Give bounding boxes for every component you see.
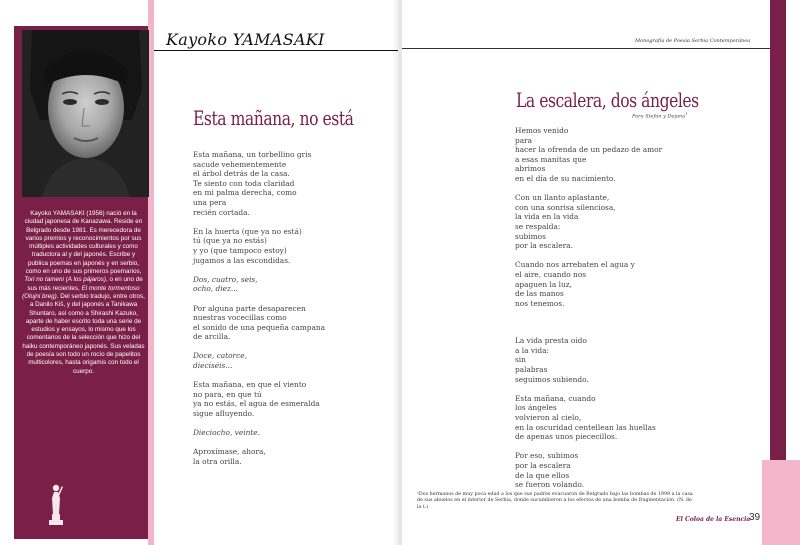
verse-line: subimos <box>515 231 546 241</box>
verse-line: de la que ellos <box>515 470 570 480</box>
verse-line: sacude vehementemente <box>193 159 287 169</box>
verse-line: nos tenemos. <box>515 298 565 308</box>
verse-line: sigue afluyendo. <box>193 409 255 419</box>
verse-line: jugamos a las escondidas. <box>193 255 291 265</box>
dedication-text: Para Stefan y Dejana <box>632 113 686 120</box>
dedication <box>632 112 687 120</box>
running-header: Monografía de Poesía Serbia Contemporánea <box>635 38 751 44</box>
author-bio <box>22 210 145 376</box>
verse-line: los ángeles <box>515 403 557 413</box>
verse-line: de las manos <box>515 289 564 299</box>
verse-line: y yo (que tampoco estoy) <box>193 245 287 255</box>
header-rule-right <box>402 48 770 49</box>
header-rule-left <box>154 50 398 51</box>
verse-line: la otra orilla. <box>193 457 242 466</box>
verse-line: Hemos venido <box>515 126 569 135</box>
verse-line: se fueron volando. <box>515 480 585 490</box>
poem-left <box>193 150 373 476</box>
stanza <box>193 275 373 294</box>
verse-line: por la escalera. <box>515 241 573 251</box>
verse-line: seguimos subiendo. <box>515 374 589 384</box>
verse-line: volvieron al cielo, <box>515 413 582 423</box>
stanza <box>193 428 373 438</box>
verse-line: Por alguna parte desaparecen <box>193 303 306 313</box>
stanza <box>515 394 745 442</box>
verse-line: abrimos <box>515 164 546 174</box>
poem-title-left: Esta mañana, no está <box>193 106 354 130</box>
dedication-footnote-mark: 1 <box>685 112 688 116</box>
bio-part-1: Kayoko YAMASAKI (1956) nació en la ciudad japonesa de Kanazawa. Reside en Belgrado desde 1981. Es merecedora de varios premios y reconocimientos por sus múltiples actividades culturales y como traductora al y del japonés. Escribe y publica poemas en japonés y en serbio, como en uno de sus primeros poemarios, <box>24 210 143 276</box>
portrait-image <box>22 30 149 197</box>
verse-line: Cuando nos arrebaten el agua y <box>515 260 635 270</box>
verse-line: una pera <box>193 197 227 207</box>
verse-line: Dos, cuatro, seis, <box>193 274 258 284</box>
stanza <box>515 260 745 308</box>
verse-line: Esta mañana, cuando <box>515 393 596 403</box>
verse-line: de arcilla. <box>193 332 231 342</box>
verse-line: recién cortada. <box>193 207 250 217</box>
stanza <box>515 126 745 184</box>
verse-line: en el día de su nacimiento. <box>515 173 616 183</box>
verse-line: Con un llanto aplastante, <box>515 193 610 203</box>
stanza <box>515 451 745 489</box>
verse-line: Esta mañana, en que el viento <box>193 380 307 390</box>
verse-line: se respalda: <box>515 221 561 231</box>
verse-line: a esas manitas que <box>515 154 587 164</box>
bio-part-2: , o en uno de sus más recientes, <box>27 276 143 292</box>
verse-line: hacer la ofrenda de un pedazo de amor <box>515 145 663 155</box>
verse-line: Dieciocho, veinte. <box>193 428 261 438</box>
stanza <box>193 227 373 265</box>
verse-line: no para, en que tú <box>193 389 262 399</box>
verse-line: el sonido de una pequeña campana <box>193 322 326 332</box>
poem-title-right: La escalera, dos ángeles <box>516 88 699 112</box>
verse-line: Esta mañana, un torbellino gris <box>193 150 312 159</box>
verse-line: en la oscuridad centellean las huellas <box>515 422 656 432</box>
verse-line: con una sonrisa silenciosa, <box>515 202 616 212</box>
verse-line: por la escalera <box>515 461 571 470</box>
verse-line: el aire, cuando nos <box>515 269 587 279</box>
stanza <box>193 447 373 466</box>
magazine-name: El Coloa de la Esencia <box>676 516 751 523</box>
stanza <box>193 351 373 370</box>
stanza <box>193 304 373 342</box>
verse-line: dieciséis... <box>193 361 233 371</box>
verse-line: Aproxímase, ahora, <box>193 447 266 457</box>
verse-line: en mi palma derecha, como <box>193 188 297 198</box>
bio-book-1: Tori no tameni (A los pájaros) <box>24 276 106 284</box>
verse-line: ocho, diez... <box>193 284 238 294</box>
verse-line: de apenas unos piececillos. <box>515 432 618 442</box>
verse-line: nuestras vocecillas como <box>193 313 287 323</box>
verse-line: sin <box>515 355 526 365</box>
author-photo <box>22 30 149 197</box>
bio-book-2: El monte tormentoso (Olujni breg) <box>22 284 140 300</box>
page-number: 39 <box>749 512 761 523</box>
verse-line: apaguen la luz, <box>515 279 573 289</box>
verse-line: La vida presta oído <box>515 336 587 346</box>
verse-line: Te siento con toda claridad <box>193 178 295 188</box>
verse-line: tú (que ya no estás) <box>193 236 267 246</box>
stanza <box>515 336 745 384</box>
stanza <box>515 193 745 251</box>
verse-line: el árbol detrás de la casa. <box>193 169 290 179</box>
author-name: Kayoko YAMASAKI <box>166 30 325 49</box>
stanza <box>193 150 373 217</box>
poem-right <box>515 126 745 499</box>
verse-line: Doce, catorce, <box>193 351 247 361</box>
verse-line: la vida en la vida <box>515 212 579 222</box>
verse-line: Por eso, subimos <box>515 451 579 461</box>
verse-line: En la huerta (que ya no está) <box>193 226 302 236</box>
footnote: ¹Dos hermanos de muy poca edad a los que sus padres evacuaron de Belgrado bajo las bombas de 1999 a la casa de sus abuelos en el interior de Serbia, donde sucumbieron a los efectos de una bomba de fragmentación. (N. de la t.) <box>417 492 693 510</box>
statue-icon <box>46 478 66 526</box>
bio-part-3: . Del serbio tradujo, entre otros, a Danilo Kiš, y del japonés a Tanikawa Shuntaro, así como a Shirashi Kazuko, aparte de haber escrito toda una serie de estudios y ensayos, lo mismo que los comentarios de la selección que hizo del haiku contemporáneo japonés. Sus veladas de poesía son todo un rocío de papelitos multicolores, hasta origamis con todo el cuerpo. <box>22 292 145 375</box>
right-pink-block <box>762 460 800 545</box>
right-color-bar <box>770 0 786 460</box>
verse-line: a la vida: <box>515 345 550 355</box>
stanza <box>193 380 373 418</box>
verse-line: para <box>515 135 533 145</box>
verse-line: palabras <box>515 365 548 375</box>
verse-line: ya no estás, el agua de esmeralda <box>193 399 320 409</box>
